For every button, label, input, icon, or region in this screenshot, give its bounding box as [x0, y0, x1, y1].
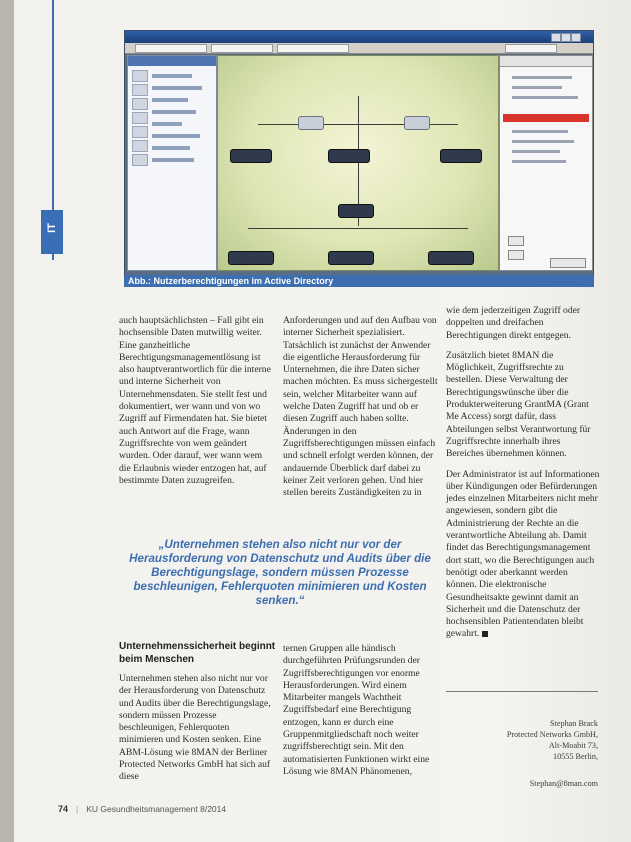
- figure-minimize-icon: [551, 33, 561, 42]
- figure-tree-row: [152, 98, 188, 102]
- page-number: 74: [58, 804, 69, 814]
- graph-node: [228, 251, 274, 265]
- figure-folder-icon: [132, 140, 148, 152]
- figure-dropdown: [505, 44, 557, 53]
- figure-permission-graph: [217, 55, 499, 271]
- page-footer: [58, 804, 226, 814]
- text-column-2-lower: [283, 643, 443, 786]
- figure-tree-row: [152, 122, 182, 126]
- text-column-2: [283, 315, 443, 507]
- figure-toolbar: [125, 43, 593, 54]
- figure-list-row: [512, 150, 560, 153]
- figure-caption-bar: [124, 275, 594, 287]
- figure-close-icon: [571, 33, 581, 42]
- figure-folder-icon: [132, 84, 148, 96]
- figure-list-row: [512, 140, 574, 143]
- text-column-1-lower: [119, 673, 275, 792]
- figure-folder-icon: [132, 154, 148, 166]
- figure-list-row: [512, 86, 562, 89]
- author-city: 10555 Berlin,: [552, 752, 598, 761]
- figure-tree-row: [152, 110, 196, 114]
- graph-node: [428, 251, 474, 265]
- figure-right-pane-header: [500, 56, 592, 67]
- section-tab: [41, 210, 63, 254]
- figure-list-row: [512, 76, 572, 79]
- figure-dropdown: [135, 44, 207, 53]
- figure-screenshot: [124, 30, 594, 276]
- footer-divider: |: [76, 804, 79, 814]
- figure-tree-row: [152, 146, 190, 150]
- paragraph: Zusätzlich bietet 8MAN die Möglichkeit, Zugriffsrechte zu bestellen. Diese Verwaltung der Berechtigungswünsche über die Produkterweiterung GrantMA (Grant Me Access) sorgt dafür, dass Abteilungen selbst Verantwortung für Zugriffsrechte innerhalb ihres Bereiches übernehmen können.: [446, 349, 591, 460]
- paragraph: Anforderungen und auf den Aufbau von interner Sicherheit spezialisiert. Tatsächlich ist zunächst der Anwender die eigentliche Herausforderung für Unternehmen, die ihre Daten sicher machen möchten. Es muss sichergestellt sein, welcher Mitarbeiter wann auf welche Daten Zugriff hat und ob er diesen Zugriff auch haben sollte. Änderungen in den Zugriffsberechtigungen müssen einfach und schnell erfolgt werden können, der andauernde Überblick darf dabei zu keiner Zeit verloren gehen. Und hier stellen bereits Zuständigkeiten zu in: [283, 315, 438, 499]
- figure-tree-row: [152, 158, 194, 162]
- page-binding-shadow: [0, 0, 14, 842]
- figure-folder-icon: [132, 70, 148, 82]
- section-tab-label: IT: [46, 223, 58, 233]
- section-subheading: Unternehmenssicherheit beginnt beim Menschen: [119, 641, 276, 665]
- figure-left-pane: [127, 55, 217, 271]
- graph-node: [328, 251, 374, 265]
- author-email: Stephan@8man.com: [529, 779, 598, 788]
- figure-button: [550, 258, 586, 268]
- figure-right-pane: [499, 55, 593, 271]
- graph-node: [440, 149, 482, 163]
- figure-folder-icon: [132, 112, 148, 124]
- author-street: Alt-Moabit 73,: [548, 741, 598, 750]
- figure-dropdown: [211, 44, 273, 53]
- figure-checkbox-icon: [508, 236, 524, 246]
- graph-edge: [248, 228, 468, 229]
- graph-node: [338, 204, 374, 218]
- figure-folder-icon: [132, 98, 148, 110]
- paragraph: [446, 469, 600, 641]
- pull-quote: „Unternehmen stehen also nicht nur vor der Herausforderung von Datenschutz und Audits über die Berechtigungslage, sondern müssen Prozesse beschleunigen, Fehlerquoten minimieren und Kosten senken.“: [129, 538, 431, 607]
- paragraph: auch hauptsächlichsten – Fall gibt ein hochsensible Daten mutwillig weiter. Eine ganzheitliche Berechtigungsmanagementlösung ist also hauptverantwortlich für die interne und interne Sicherheit von Unternehmensdaten. Sie stellt fest und dokumentiert, wer wann und von wo Zugriff auf Firmendaten hat. Sie bietet auch Antwort auf die Frage, wann Zugriffsrechte von wem geändert wurden. Oder darauf, wer wann wem die Erlaubnis wieder entzogen hat, auf bestimmte Daten zuzugreifen.: [119, 315, 271, 486]
- figure-folder-icon: [132, 126, 148, 138]
- publication-name: KU Gesundheitsmanagement 8/2014: [86, 804, 227, 814]
- figure-left-pane-header: [128, 56, 216, 66]
- text-column-3: [446, 305, 600, 649]
- paragraph: wie dem jederzeitigen Zugriff oder doppelten und dreifachen Berechtigungen direkt entgegen.: [446, 305, 581, 341]
- figure-list-row: [512, 130, 568, 133]
- figure-dropdown: [277, 44, 349, 53]
- figure-maximize-icon: [561, 33, 571, 42]
- end-mark-icon: [482, 631, 488, 637]
- paragraph-text: Der Administrator ist auf Informationen über Kündigungen oder Befürderungen jedes einzelnen Mitarbeiters nicht mehr angewiesen, sondern gibt die Administrierung der Rechte an die verantwortliche Abteilung ab. Damit findet das Berechtigungsmanagement dort statt, wo die Berechtigungen auch benötigt oder aberkannt werden können. Die elektronische Gesundheitsakte gewinnt damit an Sicherheit und die Datenschutz der hochsensiblen Patientendaten bleibt gewahrt.: [446, 468, 600, 640]
- signature-rule: [446, 691, 598, 692]
- figure-selected-row: [503, 114, 589, 122]
- figure-tree-row: [152, 74, 192, 78]
- figure-tree-row: [152, 134, 200, 138]
- figure-titlebar: [125, 31, 593, 43]
- paragraph: ternen Gruppen alle händisch durchgeführten Prüfungsrunden der Zugriffsberechtigungen vor enorme Herausforderungen. Wird einem Mitarbeiter mangels Wachtheit Zugriffsbedarf eine Berechtigung entzogen, kann er durch eine Gruppenmitgliedschaft noch weiter zugriffsberechtigt sein. Mit den automatisierten Funktionen wirkt eine Lösung wie 8MAN Phänomenen,: [283, 643, 430, 777]
- graph-node: [404, 116, 430, 130]
- graph-node: [230, 149, 272, 163]
- author-company: Protected Networks GmbH,: [506, 730, 598, 739]
- graph-node: [328, 149, 370, 163]
- paragraph: Unternehmen stehen also nicht nur vor der Herausforderung von Datenschutz und Audits über die Berechtigungslage, sondern müssen Prozesse beschleunigen, Fehlerquoten minimieren und Kosten senken. Eine ABM-Lösung wie 8MAN der Berliner Protected Networks GmbH hat sich auf diese: [119, 673, 271, 783]
- figure-tree-row: [152, 86, 202, 90]
- author-signature: [446, 718, 598, 789]
- author-name: Stephan Brack: [550, 719, 598, 728]
- figure-list-row: [512, 96, 578, 99]
- figure-checkbox-icon: [508, 250, 524, 260]
- text-column-1: [119, 315, 275, 495]
- figure-caption: Abb.: Nutzerberechtigungen im Active Directory: [128, 276, 334, 286]
- graph-node: [298, 116, 324, 130]
- figure-list-row: [512, 160, 566, 163]
